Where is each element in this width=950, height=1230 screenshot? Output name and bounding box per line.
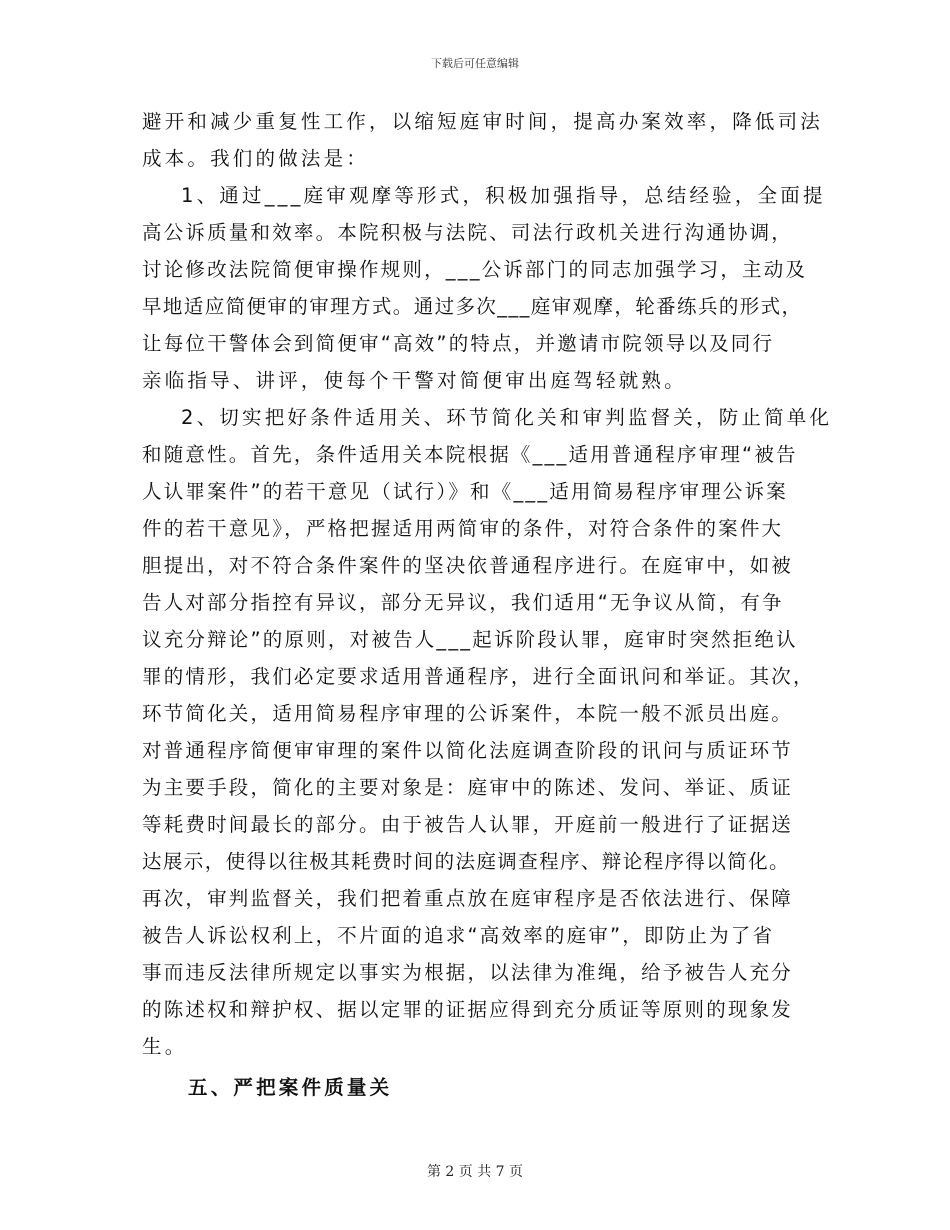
page-footer: 第 2 页 共 7 页 bbox=[426, 1164, 524, 1180]
body-line: 让每位干警体会到简便审“高效”的特点，并邀请市院领导以及同行 bbox=[142, 332, 775, 355]
body-line: 告人对部分指控有异议，部分无异议，我们适用“无争议从简，有争 bbox=[142, 591, 784, 614]
body-line: 的陈述权和辩护权、据以定罪的证据应得到充分质证等原则的现象发 bbox=[142, 998, 794, 1021]
body-line: 高公诉质量和效率。本院积极与法院、司法行政机关进行沟通协调， bbox=[142, 221, 794, 244]
page-header: 下载后可任意编辑 bbox=[431, 57, 519, 70]
body-line: 亲临指导、讲评，使每个干警对简便审出庭驾轻就熟。 bbox=[142, 369, 687, 392]
section-heading: 五、严把案件质量关 bbox=[188, 1076, 393, 1099]
body-line: 对普通程序简便审审理的案件以简化法庭调查阶段的讯问与质证环节 bbox=[142, 739, 794, 762]
body-line: 成本。我们的做法是： bbox=[142, 147, 370, 170]
body-line: 讨论修改法院简便审操作规则，___公诉部门的同志加强学习，主动及 bbox=[142, 258, 808, 281]
body-line: 1、通过___庭审观摩等形式，积极加强指导，总结经验，全面提 bbox=[181, 184, 826, 207]
body-line: 和随意性。首先，条件适用关本院根据《___适用普通程序审理“被告 bbox=[142, 443, 798, 466]
document-body bbox=[142, 103, 833, 1106]
body-line: 人认罪案件”的若干意见（试行）》和《___适用简易程序审理公诉案 bbox=[142, 480, 789, 503]
body-line: 早地适应简便审的审理方式。通过多次___庭审观摩，轮番练兵的形式， bbox=[142, 295, 803, 318]
body-line: 2、切实把好条件适用关、环节简化关和审判监督关，防止简单化 bbox=[181, 406, 833, 429]
body-line: 环节简化关，适用简易程序审理的公诉案件，本院一般不派员出庭。 bbox=[142, 702, 794, 725]
body-line: 胆提出，对不符合条件案件的坚决依普通程序进行。在庭审中，如被 bbox=[142, 554, 794, 577]
body-line: 被告人诉讼权利上，不片面的追求“高效率的庭审”，即防止为了省 bbox=[142, 924, 775, 947]
body-line: 罪的情形，我们必定要求适用普通程序，进行全面讯问和举证。其次， bbox=[142, 665, 815, 688]
body-line: 避开和减少重复性工作，以缩短庭审时间，提高办案效率，降低司法 bbox=[142, 110, 824, 133]
body-line: 议充分辩论”的原则，对被告人___起诉阶段认罪，庭审时突然拒绝认 bbox=[142, 628, 798, 651]
body-line: 为主要手段，简化的主要对象是：庭审中的陈述、发问、举证、质证 bbox=[142, 776, 794, 799]
body-line: 达展示，使得以往极其耗费时间的法庭调查程序、辩论程序得以简化。 bbox=[142, 850, 790, 873]
body-line: 事而违反法律所规定以事实为根据，以法律为准绳，给予被告人充分 bbox=[142, 961, 794, 984]
body-line: 等耗费时间最长的部分。由于被告人认罪，开庭前一般进行了证据送 bbox=[142, 813, 794, 836]
body-line: 再次，审判监督关，我们把着重点放在庭审程序是否依法进行、保障 bbox=[142, 887, 794, 910]
body-line: 件的若干意见》，严格把握适用两简审的条件，对符合条件的案件大 bbox=[142, 517, 784, 540]
body-line: 生。 bbox=[142, 1035, 188, 1058]
